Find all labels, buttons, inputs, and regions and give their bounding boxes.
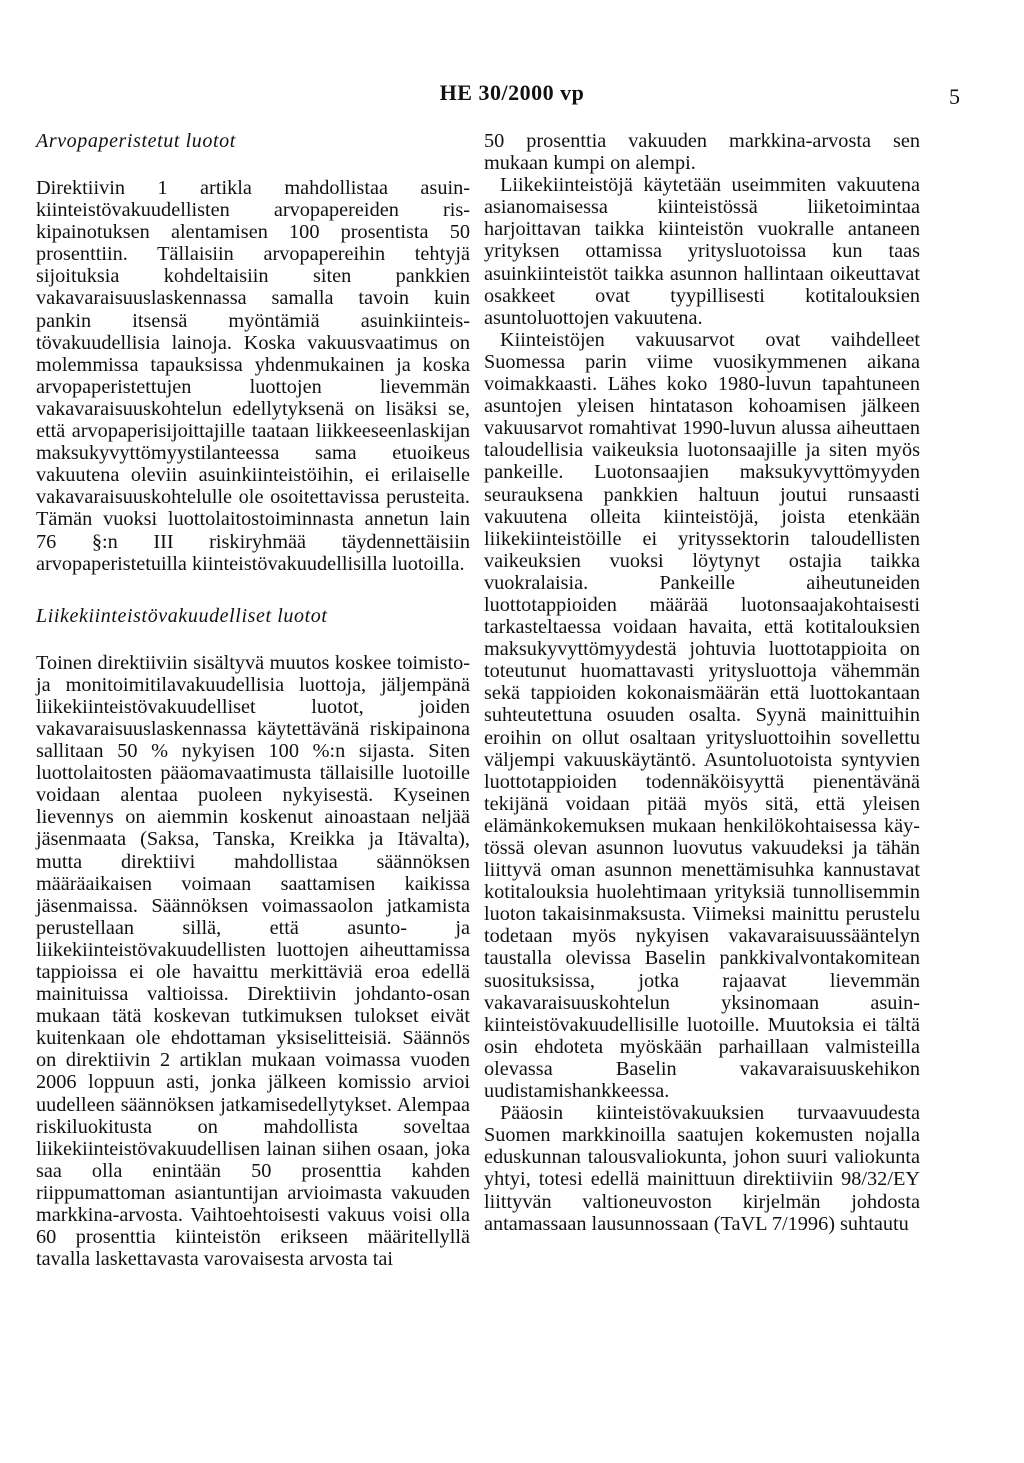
left-column <box>36 130 470 1270</box>
section-heading-arvopaperistetut: Arvopaperistetut luotot <box>36 130 236 152</box>
page-number: 5 <box>949 84 960 109</box>
section-paragraph-arvopaperistetut: Direktiivin 1 artikla mahdollistaa asuinkiinteistövakuudellisten arvopapereiden riskipainotuksen alentamisen 100 prosentista 50 prosenttiin. Tällaisiin arvopapereihin tehtyjä sijoituksia kohdeltaisiin siten pankkien vakavaraisuuslaskennassa samalla tavoin kuin pankin itsensä myöntämiä asuinkiinteistövakuudellisia lainoja. Koska vakuusvaatimus on molemmissa tapauksissa yhdenmukainen ja koska arvopaperistettujen luottojen lievemmän vakavaraisuuskohtelun edellytyksenä on lisäksi se, että arvopaperisijoittajille taataan liikkeeseenlaskijan maksukyvyttömyystilanteessa sama etuoikeus vakuutena oleviin asuinkiinteistöihin, ei erilaiselle vakavaraisuuskohtelulle ole osoitettavissa perusteita. Tämän vuoksi luottolaitostoiminnasta annetun lain 76 §:n III riskiryhmää täydennettäisiin arvopaperistetuilla kiinteistövakuudellisilla luotoilla. <box>36 177 470 575</box>
paragraph-continuation: 50 prosenttia vakuuden markkina-arvosta sen mukaan kumpi on alempi. <box>484 130 920 175</box>
paragraph-vakuusarvot: Kiinteistöjen vakuusarvot ovat vaihdelleet Suomessa parin viime vuosikymmenen aikana voimakkaasti. Lähes koko 1980-luvun tapahtuneen asuntojen yleisen hintatason kohoamisen jälkeen vakuusarvot romahtivat 1990-luvun alussa aiheuttaen taloudellisia vaikeuksia luotonsaajille ja siten myös pankeille. Luotonsaajien maksukyvyttömyyden seurauksena pankkien haltuun joutui runsaasti vakuutena olleita kiinteistöjä, joista etenkään liikekiinteistöille ei yrityssektorin taloudellisten vaikeuksien vuoksi löytynyt ostajia taikka vuokralaisia. Pankeille aiheutuneiden luottotappioiden määrää luotonsaajakohtaisesti tarkasteltaessa voidaan havaita, että kotitalouksien maksukyvyttömyydestä johtuvia luottotappioita on toteutunut huomattavasti yritysluottoja vähemmän sekä tappioiden kokonaismäärän että luottokantaan suhteutettuna osuuden osalta. Syynä mainittuihin eroihin on ollut osaltaan yritysluottoihin sovellettu väljempi vakuuskäytäntö. Asuntoluotoista syntyvien luottotappioiden todennäköisyyttä pienentävänä tekijänä voidaan pitää myös sitä, että yleisen elämänkokemuksen mukaan henkilökohtaisessa käytössä olevan asunnon luovutus vakuudeksi ja tähän liittyvä oman asunnon menettämisuhka kannustavat kotitalouksia huolehtimaan yrityksiä tunnollisemmin luoton takaisinmaksusta. Viimeksi mainittu perustelu todetaan myös nykyisen vakavaraisuussääntelyn taustalla olevissa Baselin pankkivalvontakomitean suosituksissa, jotka rajaavat lievemmän vakavaraisuuskohtelun yksinomaan asuinkiinteistövakuudellisille luotoille. Muutoksia ei tältä osin ehdoteta myöskään parhaillaan valmisteilla olevassa Baselin vakavaraisuuskehikon uudistamishankkeessa. <box>484 328 920 1103</box>
paragraph-liikekiinteistoja: Liikekiinteistöjä käytetään useimmiten vakuutena asianomaisessa kiinteistössä liiketoimintaa harjoittavan taikka kiinteistön vuokralle antaneen yrityksen ottamissa yritysluotoissa kun taas asuinkiinteistöt taikka asunnon hallintaan oikeuttavat osakkeet ovat tyypillisesti kotitalouksien asuntoluottojen vakuutena. <box>484 174 920 329</box>
section-paragraph-liikekiinteistovakuudelliset: Toinen direktiiviin sisältyvä muutos koskee toimisto- ja monitoimitilavakuudellisia luottoja, jäljempänä liikekiinteistövakuudelliset luotot, joiden vakavaraisuuslaskennassa käytettävänä riskipainona sallitaan 50 % nykyisen 100 %:n sijasta. Siten luottolaitosten pääomavaatimusta tällaisille luotoille voidaan alentaa puoleen nykyisestä. Kyseinen lievennys on aiemmin koskenut ainoastaan neljää jäsenmaata (Saksa, Tanska, Kreikka ja Itävalta), mutta direktiivi mahdollistaa säännöksen määräaikaisen voimaan saattamisen kaikissa jäsenmaissa. Säännöksen voimassaolon jatkamista perustellaan sillä, että asunto- ja liikekiinteistövakuudellisten luottojen aiheuttamissa tappioissa ei ole havaittu merkittäviä eroa edellä mainituissa valtioissa. Direktiivin johdanto-osan mukaan tätä koskevan tutkimuksen tulokset eivät kuitenkaan ole ehdottaman yksiselitteisiä. Säännös on direktiivin 2 artiklan mukaan voimassa vuoden 2006 loppuun asti, jonka jälkeen komissio arvioi uudelleen säännöksen jatkamisedellytykset. Alempaa riskiluokitusta on mahdollista soveltaa liikekiinteistövakuudellisen lainan siihen osaan, joka saa olla enintään 50 prosenttia kahden riippumattoman asiantuntijan arvioimasta vakuuden markkina-arvosta. Vaihtoehtoisesti vakuus voisi olla 60 prosenttia kiinteistön erikseen määritellyllä tavalla laskettavasta varovaisesta arvosta tai <box>36 651 470 1271</box>
document-header-title: HE 30/2000 vp <box>439 80 585 105</box>
paragraph-talousvaliokunta: Pääosin kiinteistövakuuksien turvaavuudesta Suomen markkinoilla saatujen kokemusten nojalla eduskunnan talousvaliokunta, johon suuri valiokunta yhtyi, totesi edellä mainittuun direktiiviin 98/32/EY liittyvän valtioneuvoston kirjelmän johdosta antamassaan lausunnossaan (TaVL 7/1996) suhtautu <box>484 1102 920 1235</box>
right-column <box>484 130 920 1235</box>
section-heading-liikekiinteistovakuudelliset: Liikekiinteistövakuudelliset luotot <box>36 604 328 627</box>
